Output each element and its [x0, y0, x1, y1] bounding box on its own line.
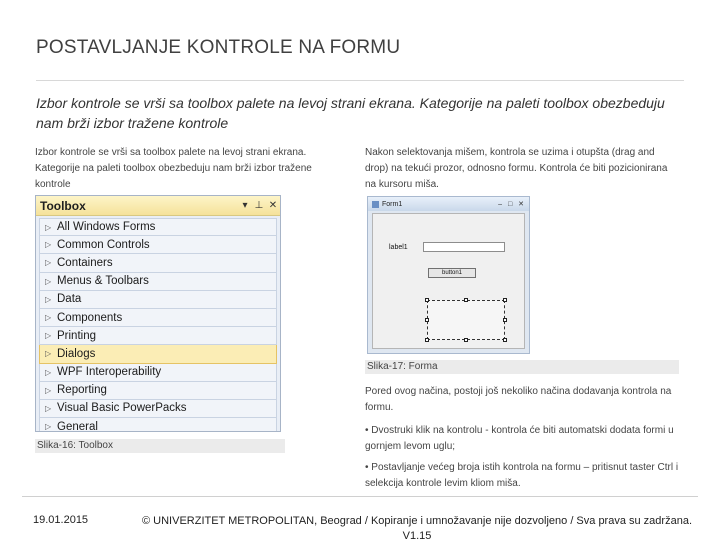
resize-handle[interactable]: [503, 318, 507, 322]
expand-arrow-icon: ▷: [45, 385, 52, 395]
expand-arrow-icon: ▷: [45, 222, 52, 232]
toolbox-category-label: WPF Interoperability: [57, 366, 162, 379]
toolbox-category-label: Menus & Toolbars: [57, 275, 149, 288]
toolbox-category[interactable]: [39, 291, 277, 309]
expand-arrow-icon: ▷: [45, 240, 52, 250]
toolbox-category-label: Data: [57, 293, 82, 306]
page-title: POSTAVLJANJE KONTROLE NA FORMU: [36, 37, 401, 58]
expand-arrow-icon: ▷: [45, 258, 52, 268]
toolbox-category[interactable]: [39, 418, 277, 432]
toolbox-category[interactable]: [39, 254, 277, 272]
left-paragraph: Izbor kontrole se vrši sa toolbox palete na levoj strani ekrana. Kategorije na paleti toolbox obezbeduju nam brži izbor tražene kontrole: [35, 147, 312, 190]
toolbox-category-label: Printing: [57, 329, 96, 342]
expand-arrow-icon: ▷: [45, 331, 52, 341]
toolbox-category[interactable]: [39, 382, 277, 400]
subtitle: Izbor kontrole se vrši sa toolbox palete na levoj strani ekrana. Kategorije na paleti toolbox obezbeduju nam brži izbor tražene kontrole: [36, 95, 665, 131]
footer-date: 19.01.2015: [33, 514, 89, 526]
toolbox-category-label: Containers: [57, 256, 113, 269]
toolbox-category[interactable]: [39, 309, 277, 327]
expand-arrow-icon: ▷: [45, 276, 52, 286]
close-icon[interactable]: ✕: [268, 200, 278, 211]
form-textbox[interactable]: [423, 242, 505, 252]
form-selected-control[interactable]: [427, 300, 505, 340]
toolbox-category-label: Components: [57, 311, 123, 324]
toolbox-category[interactable]: [39, 364, 277, 382]
form-canvas: [372, 213, 525, 349]
resize-handle[interactable]: [464, 338, 468, 342]
resize-handle[interactable]: [503, 338, 507, 342]
pin-icon[interactable]: ⊥: [254, 200, 264, 211]
toolbox-category[interactable]: [39, 327, 277, 345]
footer-divider: [22, 496, 698, 497]
resize-handle[interactable]: [425, 338, 429, 342]
expand-arrow-icon: ▷: [45, 422, 52, 432]
resize-handle[interactable]: [464, 298, 468, 302]
toolbox-category[interactable]: [39, 236, 277, 254]
toolbox-category-label: Visual Basic PowerPacks: [57, 402, 187, 415]
resize-handle[interactable]: [425, 298, 429, 302]
right-paragraph: Nakon selektovanja mišem, kontrola se uzima i otupšta (drag and drop) na tekući prozor, odnosno formu. Kontrola će biti pozicionirana na kursoru miša.: [365, 147, 668, 190]
window-controls[interactable]: – □ ✕: [498, 201, 526, 208]
form-label: label1: [389, 244, 408, 251]
toolbox-category-label: Reporting: [57, 384, 107, 397]
expand-arrow-icon: ▷: [45, 367, 52, 377]
caption-figure-16: Slika-16: Toolbox: [35, 439, 285, 453]
form-title: Form1: [382, 200, 403, 208]
toolbox-category-selected[interactable]: [39, 345, 277, 363]
toolbox-category[interactable]: [39, 218, 277, 236]
toolbox-category[interactable]: [39, 273, 277, 291]
expand-arrow-icon: ▷: [45, 349, 52, 359]
toolbox-category-label: General: [57, 420, 98, 432]
form-icon: [372, 201, 379, 208]
toolbox-category-label: Common Controls: [57, 238, 150, 251]
footer-copyright: © UNIVERZITET METROPOLITAN, Beograd / Kopiranje i umnožavanje nije dozvoljeno / Sva prava su zadržana. V1.15: [142, 515, 692, 540]
toolbox-list: [36, 216, 280, 432]
caption-figure-17: Slika-17: Forma: [365, 360, 679, 374]
toolbox-category-label: All Windows Forms: [57, 221, 156, 234]
form-titlebar: [368, 197, 529, 211]
bullet-item: • Dvostruki klik na kontrolu - kontrola će biti automatski dodata formi u gornjem levom uglu;: [365, 425, 674, 452]
form-window: [367, 196, 530, 354]
toolbox-title: Toolbox: [40, 198, 86, 213]
toolbox-panel: [35, 195, 281, 432]
expand-arrow-icon: ▷: [45, 403, 52, 413]
toolbox-header: [36, 196, 280, 216]
toolbox-category-label: Dialogs: [57, 347, 96, 360]
dropdown-icon[interactable]: ▾: [242, 200, 248, 211]
toolbox-category[interactable]: [39, 400, 277, 418]
right-paragraph-2: Pored ovog načina, postoji još nekoliko načina dodavanja kontrola na formu.: [365, 386, 672, 413]
resize-handle[interactable]: [503, 298, 507, 302]
expand-arrow-icon: ▷: [45, 313, 52, 323]
bullet-item: • Postavljanje većeg broja istih kontrola na formu – pritisnut taster Ctrl i selekcija kontrole levim kliom miša.: [365, 462, 679, 489]
expand-arrow-icon: ▷: [45, 294, 52, 304]
resize-handle[interactable]: [425, 318, 429, 322]
form-button[interactable]: button1: [428, 268, 476, 278]
title-divider: [36, 80, 684, 81]
